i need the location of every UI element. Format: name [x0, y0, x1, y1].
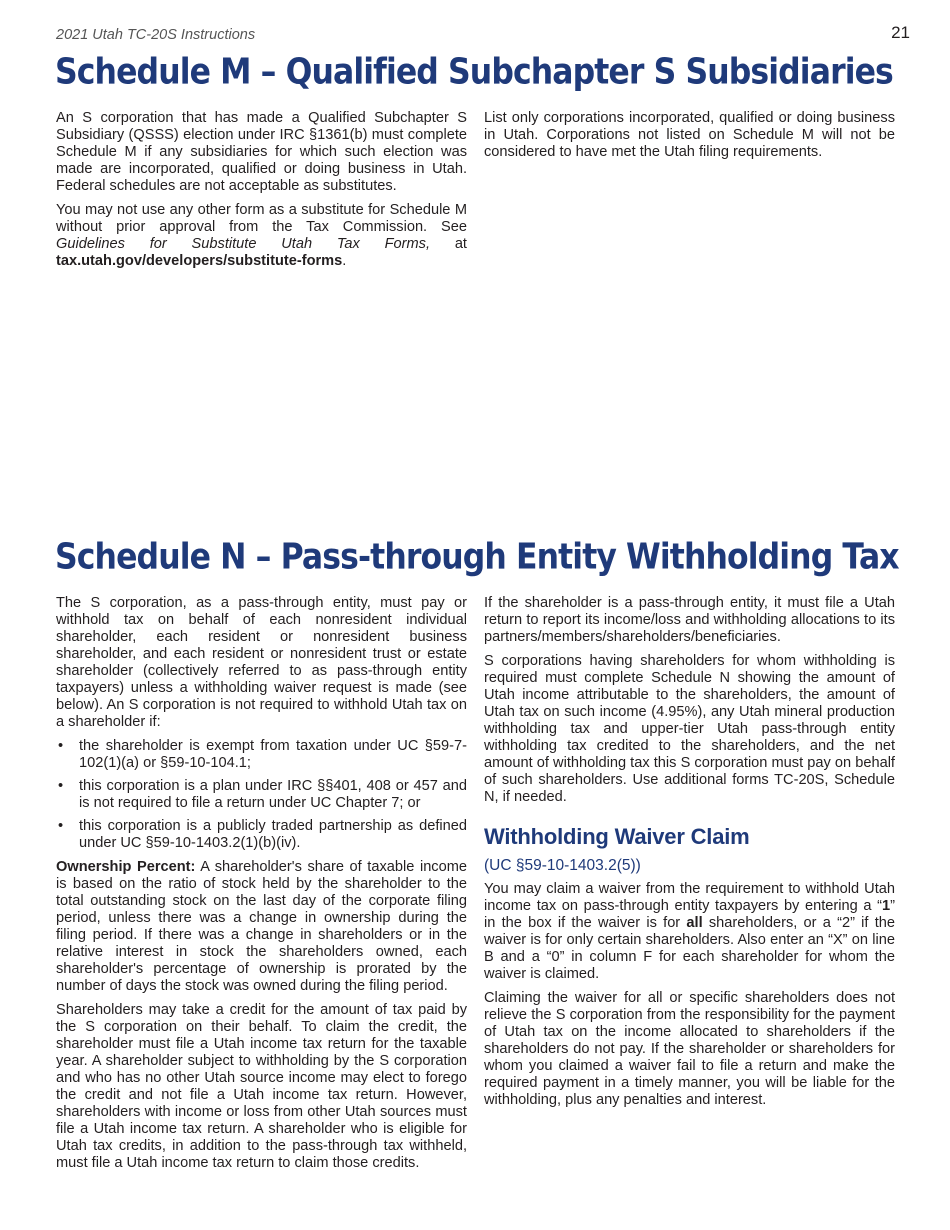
list-item: • this corporation is a publicly traded partnership as defined under UC §59-10-1403.2(1)(b)(iv). — [56, 818, 467, 852]
waiver-text-b: ” in the box if the waiver is for — [484, 898, 895, 931]
withholding-waiver-citation: (UC §59-10-1403.2(5)) — [484, 857, 641, 874]
shareholder-credit-paragraph: Shareholders may take a credit for the amount of tax paid by the S corporation on their behalf. To claim the credit, the shareholder must file a Utah income tax return for the taxable year. A shareholder subject to withholding by the S corporation and who has no other Utah source income may elect to forego the credit and not file a Utah income tax return. However, shareholders with income or loss from other Utah sources must file a Utah income tax return. A shareholder who is eligible for Utah tax credits, in addition to the pass-through tax withheld, must file a Utah income tax return to claim those credits. — [56, 1002, 467, 1171]
withholding-waiver-heading: Withholding Waiver Claim — [484, 824, 750, 849]
schedule-n-title: Schedule N – Pass-through Entity Withholding Tax — [55, 537, 899, 578]
waiver-text-c: shareholders, or a “2” if the waiver is for only certain shareholders. Also enter an “X” on line B and a “0” in column F for each shareholder for whom the waiver is claimed. — [484, 915, 896, 982]
schedule-m-listing-note: List only corporations incorporated, qualified or doing business in Utah. Corporations not listed on Schedule M will not be considered to have met the Utah filing requirements. — [484, 110, 895, 160]
substitute-note-text-c: . — [342, 253, 347, 269]
substitute-note-text-a: You may not use any other form as a substitute for Schedule M without prior approval from the Tax Commission. See — [56, 202, 467, 235]
schedule-m-intro: An S corporation that has made a Qualified Subchapter S Subsidiary (QSSS) election under IRC §1361(b) must complete Schedule M if any subsidiaries for which such election was made are incorporated, qualified or doing business in Utah. Federal schedules are not acceptable as substitutes. — [56, 110, 467, 194]
exemption-list — [56, 738, 467, 852]
ownership-percent-label: Ownership Percent: — [56, 859, 196, 875]
list-item: • this corporation is a plan under IRC §§401, 408 or 457 and is not required to file a return under UC Chapter 7; or — [56, 778, 467, 812]
schedule-n-left-column — [56, 595, 467, 1179]
ownership-percent-text: A shareholder's share of taxable income is based on the ratio of stock held by the shareholder to the total outstanding stock on the last day of the corporate filing period, unless there was a change in ownership during the filing period. If there was a change in shareholders or in the relative interest in stock the shareholders owned, each shareholder's percentage of ownership is prorated by the number of days the stock was owned during the filing period. — [56, 859, 467, 994]
schedule-n-right-column — [484, 595, 895, 1116]
pass-through-shareholder-paragraph: If the shareholder is a pass-through entity, it must file a Utah return to report its income/loss and withholding allocations to its partners/members/shareholders/beneficiaries. — [484, 595, 895, 645]
substitute-forms-link[interactable]: tax.utah.gov/developers/substitute-forms — [56, 253, 343, 269]
waiver-liability-paragraph: Claiming the waiver for all or specific shareholders does not relieve the S corporation from the responsibility for the payment of Utah tax on the income allocated to shareholders if the shareholders do not pay. If the shareholder or shareholders for whom you claimed a waiver fail to file a return and make the required payment in a timely manner, you will be liable for the withholding, plus any penalties and interest. — [484, 990, 895, 1108]
substitute-note-text-b: at — [430, 236, 467, 252]
running-head: 2021 Utah TC-20S Instructions — [56, 27, 256, 43]
schedule-m-left-column — [56, 110, 467, 277]
schedule-m-title: Schedule M – Qualified Subchapter S Subsidiaries — [55, 52, 893, 93]
substitute-guidelines-title: Guidelines for Substitute Utah Tax Forms, — [56, 236, 431, 252]
waiver-text-a: You may claim a waiver from the requirement to withhold Utah income tax on pass-through entity taxpayers by entering a “ — [484, 881, 895, 914]
waiver-instructions-paragraph — [484, 881, 895, 983]
schedule-n-intro: The S corporation, as a pass-through entity, must pay or withhold tax on behalf of each nonresident individual shareholder, each resident or nonresident business shareholder, and each resident or nonresident trust or estate shareholder (collectively referred to as pass-through entity taxpayers) unless a withholding waiver request is made (see below). An S corporation is not required to withhold Utah tax on a shareholder if: — [56, 595, 467, 730]
list-item: • the shareholder is exempt from taxation under UC §59-7-102(1)(a) or §59-10-104.1; — [56, 738, 467, 772]
schedule-n-requirement-paragraph: S corporations having shareholders for whom withholding is required must complete Schedule N showing the amount of Utah income attributable to the shareholders, the amount of Utah tax on such income (4.95%), any Utah mineral production withholding tax and upper-tier Utah pass-through entity withholding tax credited to the shareholders, and the net amount of withholding tax this S corporation must pay on behalf of such shareholders. Use additional forms TC-20S, Schedule N, if needed. — [484, 653, 895, 805]
page-number: 21 — [891, 23, 910, 42]
schedule-m-substitute-note — [56, 202, 467, 270]
waiver-all-emphasis: all — [686, 915, 703, 931]
ownership-percent-paragraph — [56, 859, 467, 995]
schedule-m-right-column — [484, 110, 895, 168]
waiver-code-1: 1 — [882, 898, 891, 914]
